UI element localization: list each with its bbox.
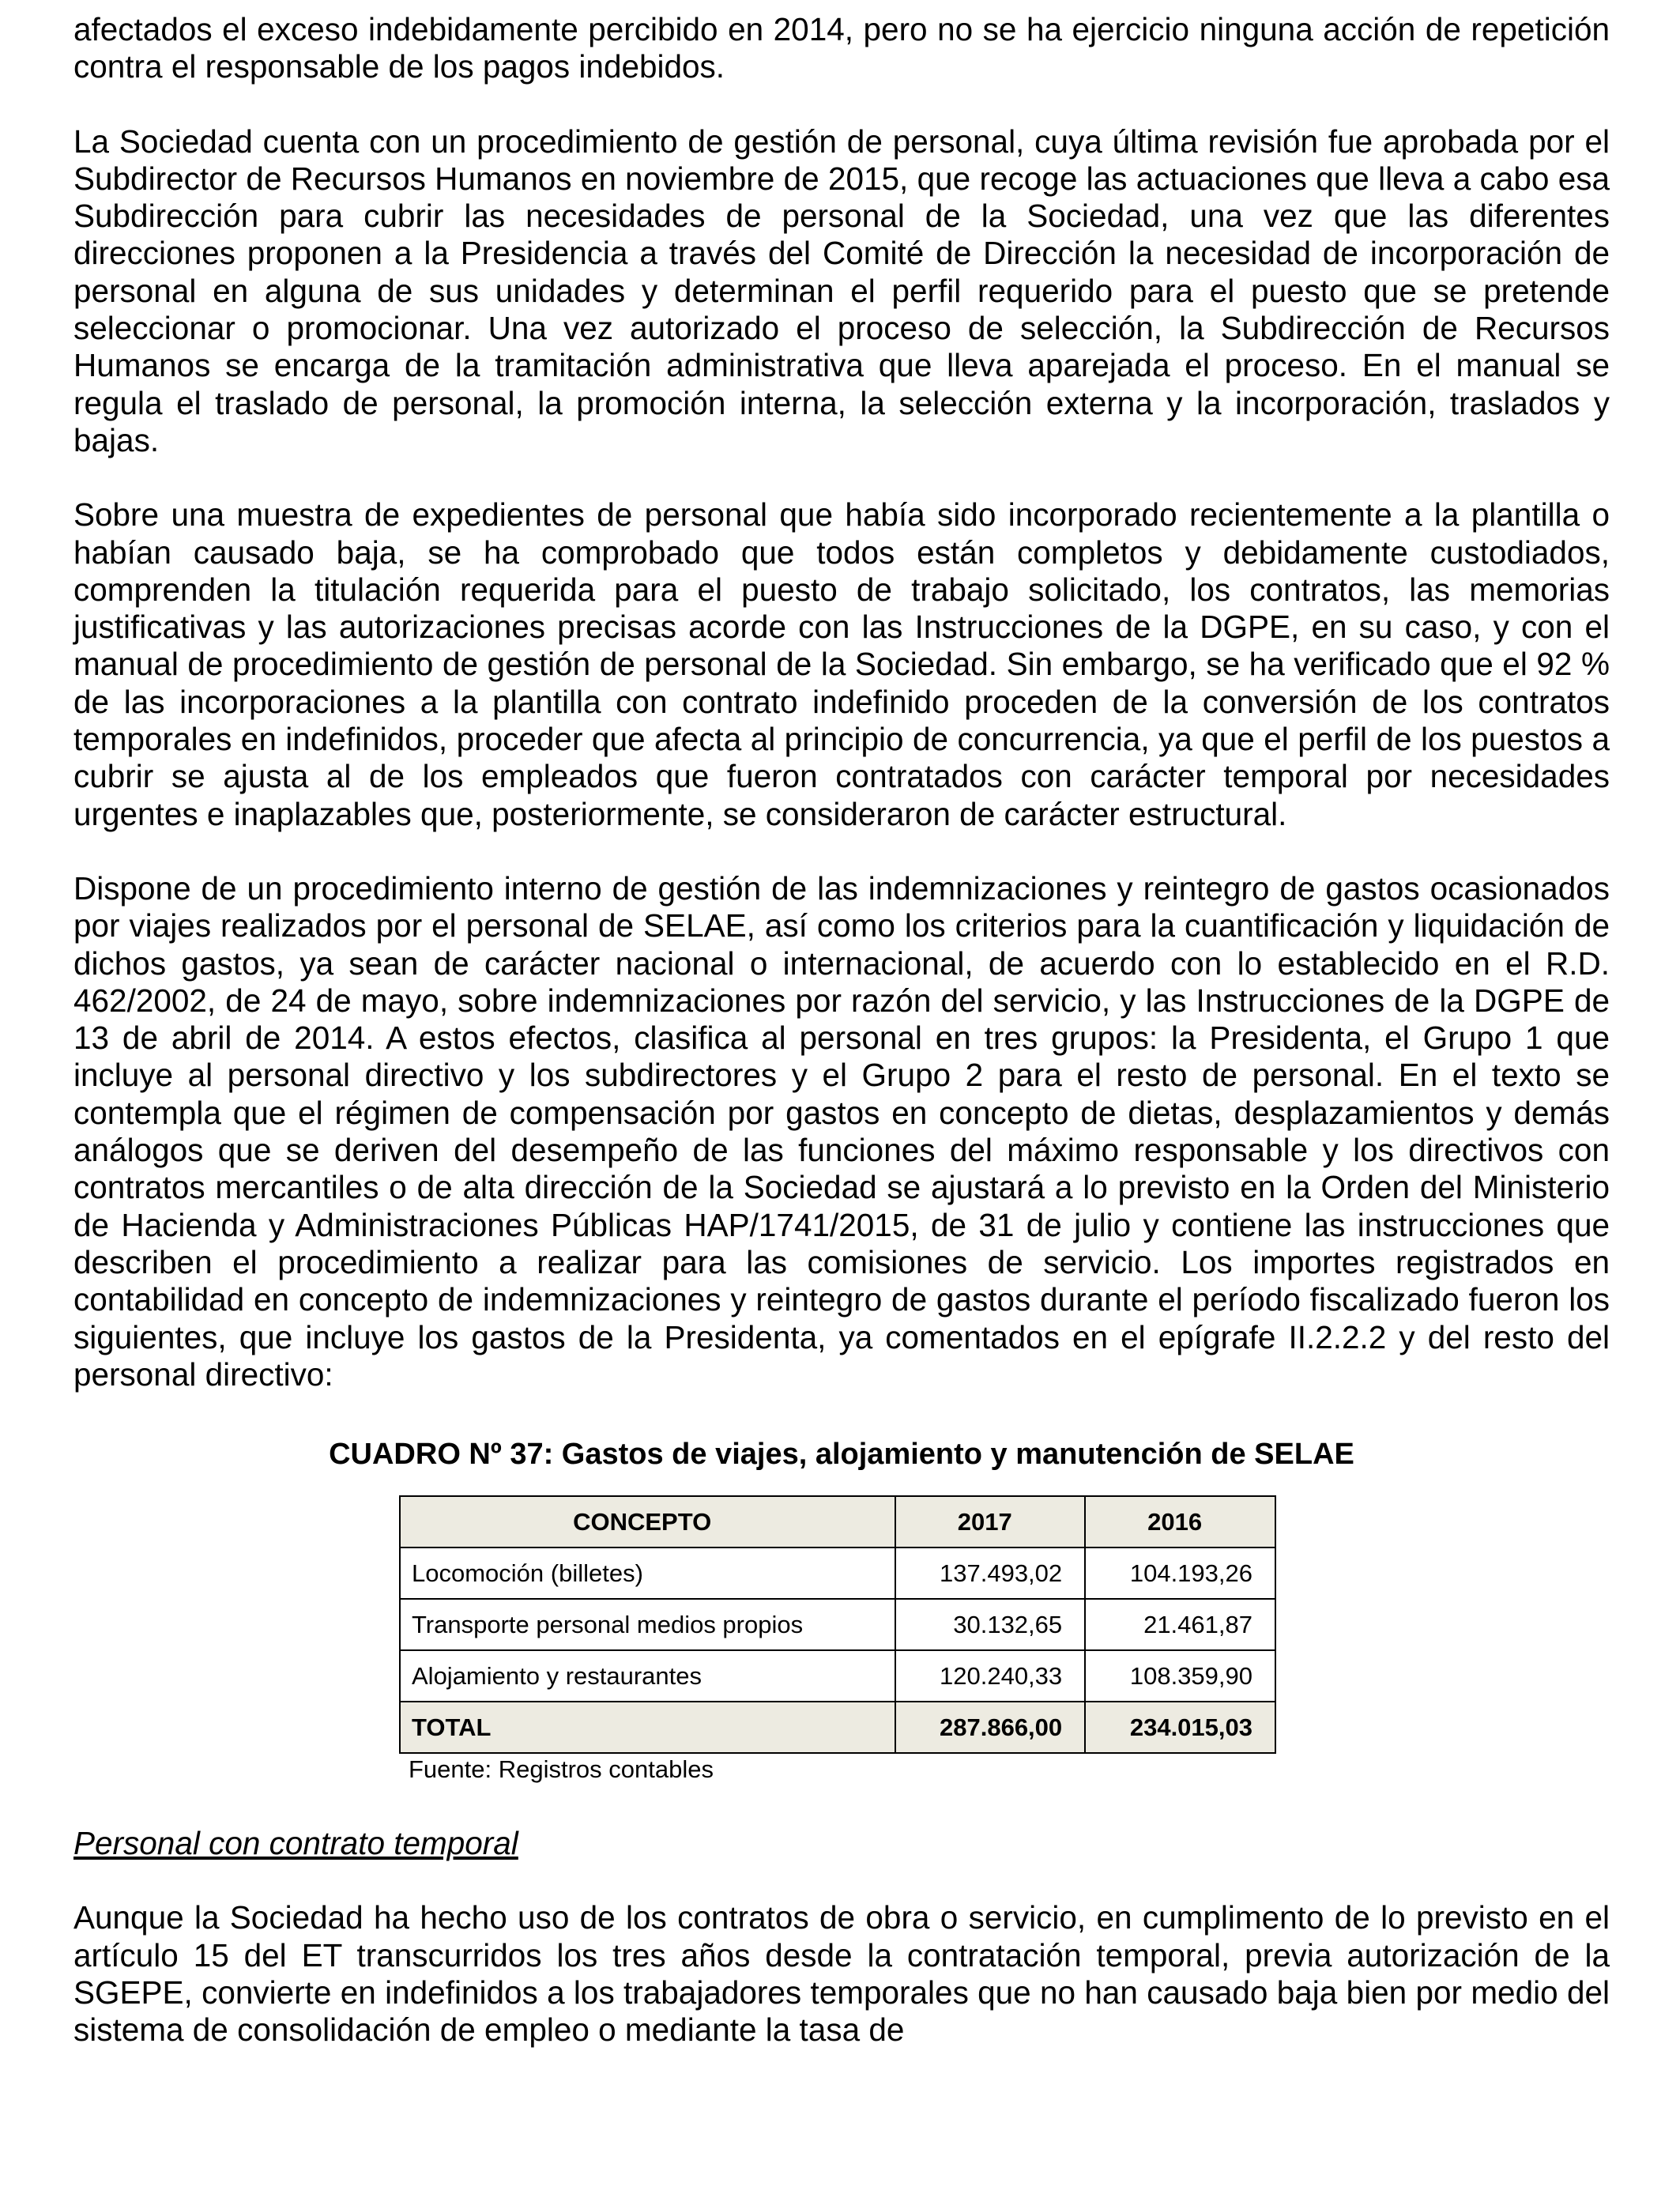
- total-2016: 234.015,03: [1085, 1702, 1275, 1753]
- table-row: [400, 1599, 1275, 1650]
- cell-2016: 21.461,87: [1085, 1599, 1275, 1650]
- header-2017: 2017: [895, 1496, 1085, 1547]
- cell-2016: 104.193,26: [1085, 1547, 1275, 1599]
- paragraph-final: Aunque la Sociedad ha hecho uso de los contratos de obra o servicio, en cumplimento de lo previsto en el artículo 15 del ET transcurridos los tres años desde la contratación temporal, previa autorización de la SGEPE, convierte en indefinidos a los trabajadores temporales que no han causado baja bien por medio del sistema de consolidación de empleo o mediante la tasa de: [73, 1899, 1610, 2049]
- paragraph-3: Sobre una muestra de expedientes de personal que había sido incorporado recientemente a la plantilla o habían causado baja, se ha comprobado que todos están completos y debidamente custodiados, comprenden la titulación requerida para el puesto de trabajo solicitado, los contratos, las memorias justificativas y las autorizaciones precisas acorde con las Instrucciones de la DGPE, en su caso, y con el manual de procedimiento de gestión de personal de la Sociedad. Sin embargo, se ha verificado que el 92 % de las incorporaciones a la plantilla con contrato indefinido proceden de la conversión de los contratos temporales en indefinidos, proceder que afecta al principio de concurrencia, ya que el perfil de los puestos a cubrir se ajusta al de los empleados que fueron contratados con carácter temporal por necesidades urgentes e inaplazables que, posteriormente, se consideraron de carácter estructural.: [73, 496, 1610, 832]
- expenses-table: [399, 1495, 1276, 1754]
- paragraph-4: Dispone de un procedimiento interno de gestión de las indemnizaciones y reintegro de gastos ocasionados por viajes realizados por el personal de SELAE, así como los criterios para la cuantificación y liquidación de dichos gastos, ya sean de carácter nacional o internacional, de acuerdo con lo establecido en el R.D. 462/2002, de 24 de mayo, sobre indemnizaciones por razón del servicio, y las Instrucciones de la DGPE de 13 de abril de 2014. A estos efectos, clasifica al personal en tres grupos: la Presidenta, el Grupo 1 que incluye al personal directivo y los subdirectores y el Grupo 2 para el resto de personal. En el texto se contempla que el régimen de compensación por gastos en concepto de dietas, desplazamientos y demás análogos que se deriven del desempeño de las funciones del máximo responsable y los directivos con contratos mercantiles o de alta dirección de la Sociedad se ajustará a lo previsto en la Orden del Ministerio de Hacienda y Administraciones Públicas HAP/1741/2015, de 31 de julio y contiene las instrucciones que describen el procedimiento a realizar para las comisiones de servicio. Los importes registrados en contabilidad en concepto de indemnizaciones y reintegro de gastos durante el período fiscalizado fueron los siguientes, que incluye los gastos de la Presidenta, ya comentados en el epígrafe II.2.2.2 y del resto del personal directivo:: [73, 869, 1610, 1393]
- total-label: TOTAL: [400, 1702, 895, 1753]
- section-subheading: Personal con contrato temporal: [73, 1825, 518, 1862]
- table-row: [400, 1650, 1275, 1702]
- expenses-table-container: [399, 1495, 1276, 1785]
- cell-concept: Alojamiento y restaurantes: [400, 1650, 895, 1702]
- cell-2017: 30.132,65: [895, 1599, 1085, 1650]
- total-2017: 287.866,00: [895, 1702, 1085, 1753]
- cell-2016: 108.359,90: [1085, 1650, 1275, 1702]
- document-page: [73, 11, 1610, 2049]
- table-header-row: [400, 1496, 1275, 1547]
- header-concepto: CONCEPTO: [400, 1496, 895, 1547]
- table-source: Fuente: Registros contables: [409, 1755, 714, 1784]
- paragraph-1: afectados el exceso indebidamente percibido en 2014, pero no se ha ejercicio ninguna acción de repetición contra el responsable de los pagos indebidos.: [73, 11, 1610, 85]
- cell-concept: Transporte personal medios propios: [400, 1599, 895, 1650]
- table-caption: CUADRO Nº 37: Gastos de viajes, alojamiento y manutención de SELAE: [329, 1438, 1354, 1472]
- header-2016: 2016: [1085, 1496, 1275, 1547]
- paragraph-2: La Sociedad cuenta con un procedimiento de gestión de personal, cuya última revisión fue aprobada por el Subdirector de Recursos Humanos en noviembre de 2015, que recoge las actuaciones que lleva a cabo esa Subdirección para cubrir las necesidades de personal de la Sociedad, una vez que las diferentes direcciones proponen a la Presidencia a través del Comité de Dirección la necesidad de incorporación de personal en alguna de sus unidades y determinan el perfil requerido para el puesto que se pretende seleccionar o promocionar. Una vez autorizado el proceso de selección, la Subdirección de Recursos Humanos se encarga de la tramitación administrativa que lleva aparejada el proceso. En el manual se regula el traslado de personal, la promoción interna, la selección externa y la incorporación, traslados y bajas.: [73, 123, 1610, 458]
- table-row: [400, 1547, 1275, 1599]
- cell-2017: 137.493,02: [895, 1547, 1085, 1599]
- table-total-row: [400, 1702, 1275, 1753]
- cell-concept: Locomoción (billetes): [400, 1547, 895, 1599]
- cell-2017: 120.240,33: [895, 1650, 1085, 1702]
